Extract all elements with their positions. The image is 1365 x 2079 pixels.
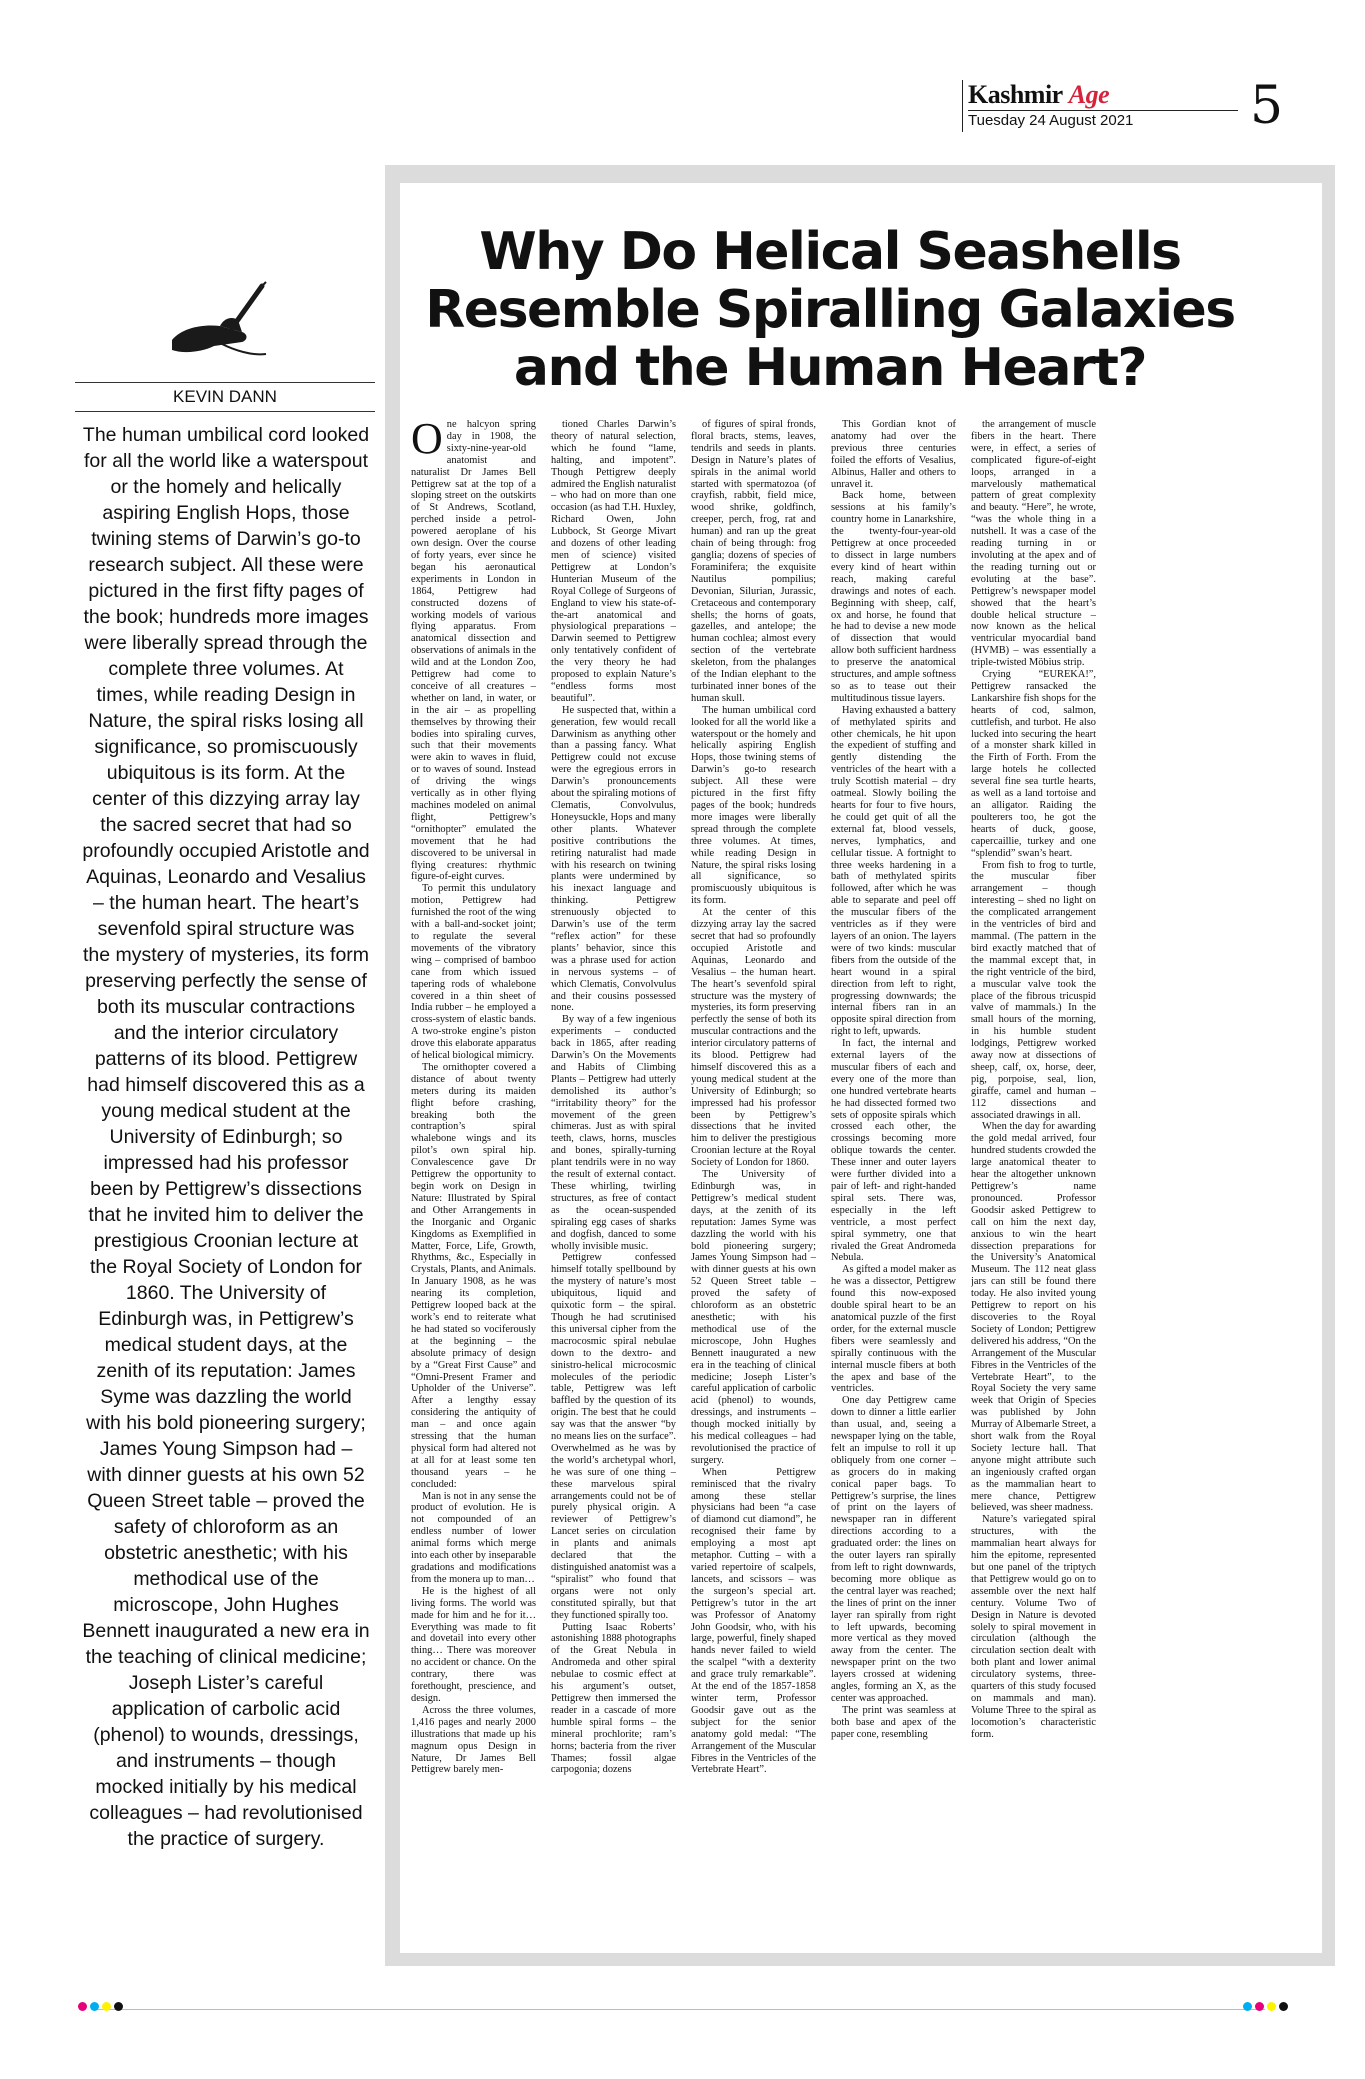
byline-top-rule	[75, 382, 375, 383]
pen-hand-icon	[162, 280, 272, 364]
article-headline: Why Do Helical Seashells Resemble Spiralling Galaxies and the Human Heart?	[425, 222, 1235, 398]
body-paragraph: Man is not in any sense the product of evolution. He is not compounded of an endless number of lower animal forms which merge into each other by inseparable gradations and modifications from the monera up to man…	[411, 1490, 536, 1585]
body-paragraph: At the center of this dizzying array lay the sacred secret that had so profoundly occupied Aristotle and Aquinas, Leonardo and Vesalius – the human heart. The heart’s sevenfold spiral structure was the mystery of mysteries, its form preserving perfectly the sense of both its muscular contractions and the interior circulatory patterns of its blood. Pettigrew had himself discovered this as a young medical student at the University of Edinburgh; so impressed had his professor been by Pettigrew’s dissections that he invited him to deliver the prestigious Croonian lecture at the Royal Society of London for 1860.	[691, 907, 816, 1169]
registration-dot	[90, 2002, 99, 2011]
logo-text-kashmir: Kashmir	[968, 80, 1063, 109]
body-paragraph: Back home, between sessions at his family’s country home in Lanarkshire, the twenty-four-year-old Pettigrew at once proceeded to dissect in large numbers every kind of heart within reach, making careful drawings and notes of each. Beginning with sheep, calf, ox and horse, he found that he had to devise a new mode of dissection that would allow both sufficient hardness to preserve the anatomical structures, and ample softness so as to tease out their multitudinous tissue layers.	[831, 490, 956, 704]
body-paragraph: ne halcyon spring day in 1908, the sixty-nine-year-old anatomist and naturalist Dr James Bell Pettigrew sat at the top of a sloping street on the outskirts of St Andrews, Scotland, perched inside a petrol-powered aeroplane of his own design. Over the course of forty years, ever since he began his aeronautical experiments in London in 1864, Pettigrew had constructed dozens of working models of various flying apparatus. From anatomical dissection and observations of animals in the wild and at the London Zoo, Pettigrew had come to conceive of all creatures – whether on land, in water, or in the air – as propelling themselves by throwing their bodies into spiraling curves, such that their movements were akin to waves in fluid, or to waves of sound. Instead of driving the wings vertically as in other flying machines modeled on animal flight, Pettigrew’s “ornithopter” emulated the movement that he had discovered to be universal in flying creatures: rhythmic figure-of-eight curves.	[411, 419, 536, 883]
body-paragraph: The print was seamless at both base and apex of the paper cone, resembling	[831, 1704, 956, 1740]
body-paragraph: The University of Edinburgh was, in Pettigrew’s medical student days, at the zenith of its reputation: James Syme was dazzling the world with his bold pioneering surgery; James Young Simpson had – with dinner guests at his own 52 Queen Street table – proved the safety of chloroform as an obstetric anesthetic; with his methodical use of the microscope, John Hughes Bennett inaugurated a new era in the teaching of clinical medicine; Joseph Lister’s careful application of carbolic acid (phenol) to wounds, dressings, and instruments – though mocked initially by his medical colleagues – had revolutionised the practice of surgery.	[691, 1169, 816, 1466]
body-paragraph: He is the highest of all living forms. The world was made for him and he for it… Everything was made to fit and dovetail into every other thing… There was moreover no accident or chance. On the contrary, there was forethought, prescience, and design.	[411, 1585, 536, 1704]
registration-dot	[1267, 2002, 1276, 2011]
registration-dot	[114, 2002, 123, 2011]
masthead	[962, 80, 1282, 132]
body-column-3	[691, 419, 816, 1937]
author-byline: KEVIN DANN	[173, 387, 277, 406]
body-paragraph: To permit this undulatory motion, Pettigrew had furnished the root of the wing with a ball-and-socket joint; to regulate the several movements of the vibratory wing – comprised of bamboo cane from which issued tapering rods of whalebone covered in a thin sheet of India rubber – he employed a cross-system of elastic bands. A two-stroke engine’s piston drove this elaborate apparatus of helical biological mimicry.	[411, 883, 536, 1062]
body-paragraph: the arrangement of muscle fibers in the heart. There were, in effect, a series of complicated figure-of-eight loops, arranged in a marvelously mathematical pattern of great complexity and beauty. “Here”, he wrote, “was the whole thing in a nutshell. It was a case of the reading turning in or involuting at the apex and of the reading turning out or evoluting at the base”. Pettigrew’s newspaper model showed that the heart’s double helical structure – now known as the helical ventricular myocardial band (HVMB) – was essentially a triple-twisted Möbius strip.	[971, 419, 1096, 669]
body-column-4	[831, 419, 956, 1937]
body-column-2	[551, 419, 676, 1937]
body-paragraph: One day Pettigrew came down to dinner a little earlier than usual, and, seeing a newspaper lying on the table, felt an impulse to roll it up obliquely from one corner – as grocers do in making conical paper bags. To Pettigrew’s surprise, the lines of print on the layers of newspaper ran in different directions according to a graduated order: the lines on the outer layers ran spirally from left to right downwards, becoming more oblique as the central layer was reached; the lines of print on the inner layer ran spirally from right to left upwards, becoming more vertical as they moved away from the center. The newspaper print on the two layers crossed at widening angles, forming an X, as the center was approached.	[831, 1395, 956, 1704]
masthead-divider	[968, 110, 1238, 111]
body-paragraph: He suspected that, within a generation, few would recall Darwinism as anything other than a passing fancy. What Pettigrew could not excuse were the egregious errors in Darwin’s pronouncements about the spiraling motions of Clematis, Convolvulus, Honeysuckle, Hops and many other plants. Whatever positive contributions the retiring naturalist had made with his research on twining plants were undermined by his inexact language and thinking. Pettigrew strenuously objected to Darwin’s use of the term “reflex action” for these plants’ behavior, since this was a phrase used for action in nervous systems – of which Clematis, Convolvulus and their cousins possessed none.	[551, 704, 676, 1014]
registration-dot	[78, 2002, 87, 2011]
byline-bottom-rule	[75, 411, 375, 412]
registration-dot	[1243, 2002, 1252, 2011]
registration-dot	[102, 2002, 111, 2011]
masthead-rule	[962, 80, 963, 132]
pull-quote: The human umbilical cord looked for all the world like a waterspout or the homely and helically aspiring English Hops, those twining stems of Darwin’s go-to research subject. All these were pictured in the first fifty pages of the book; hundreds more images were liberally spread through the complete three volumes. At times, while reading Design in Nature, the spiral risks losing all significance, so promiscuously ubiquitous is its form. At the center of this dizzying array lay the sacred secret that had so profoundly occupied Aristotle and Aquinas, Leonardo and Vesalius – the human heart. The heart’s sevenfold spiral structure was the mystery of mysteries, its form preserving perfectly the sense of both its muscular contractions and the interior circulatory patterns of its blood. Pettigrew had himself discovered this as a young medical student at the University of Edinburgh; so impressed had his professor been by Pettigrew’s dissections that he invited him to deliver the prestigious Croonian lecture at the Royal Society of London for 1860. The University of Edinburgh was, in Pettigrew’s medical student days, at the zenith of its reputation: James Syme was dazzling the world with his bold pioneering surgery; James Young Simpson had – with dinner guests at his own 52 Queen Street table – proved the safety of chloroform as an obstetric anesthetic; with his methodical use of the microscope, John Hughes Bennett inaugurated a new era in the teaching of clinical medicine; Joseph Lister’s careful application of carbolic acid (phenol) to wounds, dressings, and instruments – though mocked initially by his medical colleagues – had revolutionised the practice of surgery.	[82, 424, 370, 1850]
drop-cap: O	[411, 419, 443, 463]
body-paragraph: The ornithopter covered a distance of about twenty meters during its maiden flight before crashing, breaking both the contraption’s spiral whalebone wings and its pilot’s own spiral hip. Convalescence gave Dr Pettigrew the opportunity to begin work on Design in Nature: Illustrated by Spiral and Other Arrangements in the Inorganic and Organic Kingdoms as Exemplified in Matter, Force, Life, Growth, Rhythms, &c., Especially in Crystals, Plants, and Animals. In January 1908, as he was nearing its completion, Pettigrew looped back at the work’s end to reiterate what he had stated so vociferously at the beginning – the absolute primacy of design by a “Great First Cause” and “Omni-Present Framer and Upholder of the Universe”. After a lengthy essay considering the antiquity of man – and once again stressing that the human physical form had altered not at all for at least some ten thousand years – he concluded:	[411, 1061, 536, 1490]
body-paragraph: tioned Charles Darwin’s theory of natural selection, which he found “lame, halting, and impotent”. Though Pettigrew deeply admired the English naturalist – who had on more than one occasion (as had T.H. Huxley, Richard Owen, John Lubbock, St George Mivart and dozens of other leading men of science) visited Pettigrew at London’s Hunterian Museum of the Royal College of Surgeons of England to view his state-of-the-art anatomical and physiological preparations – Darwin seemed to Pettigrew only tentatively confident of the very theory he had proposed to explain Nature’s “endless forms most beautiful”.	[551, 419, 676, 704]
body-paragraph: When the day for awarding the gold medal arrived, four hundred students crowded the large anatomical theater to hear the altogether unknown Pettigrew’s name pronounced. Professor Goodsir asked Pettigrew to call on him the next day, anxious to win the heart dissection preparations for the University’s Anatomical Museum. The 112 neat glass jars can still be found there today. He also invited young Pettigrew to report on his discoveries to the Royal Society of London; Pettigrew delivered his address, “On the Arrangement of the Muscular Fibres in the Ventricles of the Vertebrate Heart”, to the Royal Society the very same week that Origin of Species was published by John Murray of Albemarle Street, a short walk from the Royal Society lecture hall. That anyone might attribute such an ingeniously crafted organ as the mammalian heart to mere chance, Pettigrew believed, was sheer madness.	[971, 1121, 1096, 1514]
newspaper-logo[interactable]	[968, 80, 1109, 110]
body-paragraph: In fact, the internal and external layers of the muscular fibers of each and every one of the more than one hundred vertebrate hearts he had dissected formed two sets of opposite spirals which crossed each other, the crossings becoming more oblique towards the center. These inner and outer layers were further divided into a pair of left- and right-handed spiral sets. There was, especially in the left ventricle, a most perfect spiral symmetry, one that rivaled the Great Andromeda Nebula.	[831, 1038, 956, 1264]
body-paragraph: This Gordian knot of anatomy had over the previous three centuries foiled the efforts of Vesalius, Albinus, Haller and others to unravel it.	[831, 419, 956, 490]
body-paragraph: Crying “EUREKA!”, Pettigrew ransacked the Lankarshire fish shops for the hearts of cod, salmon, cuttlefish, and turbot. He also lucked into securing the heart of a monster shark killed in the Firth of Forth. From the large hotels he collected several fine sea turtle hearts, as well as a land tortoise and an alligator. Raiding the poulterers too, he got the hearts of duck, goose, capercaillie, turkey and one “splendid” swan’s heart.	[971, 669, 1096, 859]
body-column-5	[971, 419, 1096, 1937]
registration-dot	[1255, 2002, 1264, 2011]
body-paragraph: Across the three volumes, 1,416 pages and nearly 2000 illustrations that made up his magnum opus Design in Nature, Dr James Bell Pettigrew barely men-	[411, 1704, 536, 1776]
issue-date: Tuesday 24 August 2021	[968, 112, 1134, 129]
body-paragraph: Pettigrew confessed himself totally spellbound by the mystery of nature’s most ubiquitous, liquid and quixotic form – the spiral. Though he had scrutinised this universal cipher from the macrocosmic spiral nebulae down to the dextro- and sinistro-helical microcosmic molecules of the periodic table, Pettigrew was left baffled by the question of its origin. The best that he could say was that the answer “by no means lies on the surface”. Overwhelmed as he was by the world’s archetypal whorl, he was sure of one thing – these marvelous spiral arrangements could not be of purely physical origin. A reviewer of Pettigrew’s Lancet series on circulation in plants and animals declared that the distinguished anatomist was a “spiralist” who found that organs were not only constituted spirally, but that they functioned spirally too.	[551, 1252, 676, 1621]
footer-rule	[95, 2009, 1265, 2010]
body-paragraph: of figures of spiral fronds, floral bracts, stems, leaves, tendrils and seeds in plants. Design in Nature’s plates of spirals in the animal world started with spermatozoa (of crayfish, rabbit, field mice, wood shrike, goldfinch, creeper, perch, frog, rat and human) and ran up the great chain of being through: frog ganglia; dozens of species of Foraminifera; the exquisite Nautilus pompilius; Devonian, Silurian, Jurassic, Cretaceous and contemporary shells; the horns of goats, gazelles, and antelope; the human cochlea; almost every section of the vertebrate skeleton, from the phalanges of the Indian elephant to the turbinated inner bones of the human skull.	[691, 419, 816, 704]
body-paragraph: By way of a few ingenious experiments – conducted back in 1865, after reading Darwin’s On the Movements and Habits of Climbing Plants – Pettigrew had utterly demolished its author’s “irritability theory” for the movement of the green chimeras. Just as with spiral teeth, claws, horns, muscles and bones, spirally-turning plant tendrils were in no way the result of external contact. These whirling, twirling structures, as free of contact as the ocean-suspended spiraling egg cases of sharks and dogfish, danced to some wholly invisible music.	[551, 1014, 676, 1252]
body-paragraph: When Pettigrew reminisced that the rivalry among these stellar physicians had been “a case of diamond cut diamond”, he recognised their fame by employing a most apt metaphor. Cutting – with a varied repertoire of scalpels, lancets, and scissors – was the surgeon’s special art. Pettigrew’s tutor in the art was Professor of Anatomy John Goodsir, who, with his large, powerful, finely shaped hands never failed to wield the scalpel “with a dexterity and grace truly remarkable”. At the end of the 1857-1858 winter term, Professor Goodsir gave out as the subject for the senior anatomy gold medal: “The Arrangement of the Muscular Fibres in the Ventricles of the Vertebrate Heart”.	[691, 1466, 816, 1776]
body-paragraph: Having exhausted a battery of methylated spirits and other chemicals, he hit upon the expedient of stuffing and gently distending the ventricles of the heart with a truly Scottish material – dry oatmeal. Slowly boiling the hearts for four to five hours, he could get quit of all the external fat, blood vessels, nerves, lymphatics, and cellular tissue. A fortnight to three weeks hardening in a bath of methylated spirits followed, after which he was able to separate and peel off the muscular fibers of the ventricles as if they were layers of an onion. The layers were of two kinds: muscular fibers from the outside of the heart wound in a spiral direction from left to right, progressing downwards; the internal fibers ran in an opposite spiral direction from right to left, upwards.	[831, 704, 956, 1038]
body-paragraph: Putting Isaac Roberts’ astonishing 1888 photographs of the Great Nebula in Andromeda and other spiral nebulae to cosmic effect at his argument’s outset, Pettigrew then immersed the reader in a cascade of more humble spiral forms – the mineral prochlorite; ram’s horns; bacteria from the river Thames; fossil algae carpogonia; dozens	[551, 1621, 676, 1776]
body-column-1	[411, 419, 536, 1937]
body-paragraph: Nature’s variegated spiral structures, with the mammalian heart always for him the epitome, represented but one panel of the triptych that Pettigrew would go on to assemble over the next half century. Volume Two of Design in Nature is devoted solely to spiral movement in circulation (although the circulation section dealt with both plant and lower animal circulatory systems, three-quarters of this study focused on mammals and man). Volume Three to the spiral as locomotion’s characteristic form.	[971, 1514, 1096, 1740]
registration-dot	[1279, 2002, 1288, 2011]
body-paragraph: From fish to frog to turtle, the muscular fiber arrangement – though interesting – shed no light on the complicated arrangement in the ventricles of bird and mammal. (The pattern in the bird exactly matched that of the mammal except that, in the right ventricle of the bird, a muscular valve took the place of the fibrous tricuspid valve of mammals.) In the small hours of the morning, in his humble student lodgings, Pettigrew worked away now at dissections of sheep, calf, ox, horse, deer, pig, porpoise, seal, lion, giraffe, camel and human – 112 dissections and associated drawings in all.	[971, 859, 1096, 1121]
logo-text-age: Age	[1068, 80, 1110, 109]
body-paragraph: As gifted a model maker as he was a dissector, Pettigrew found this now-exposed double spiral heart to be an anatomical puzzle of the first order, for the external muscle fibers were seamlessly and spirally continuous with the internal muscle fibers at both the apex and base of the ventricles.	[831, 1264, 956, 1395]
body-paragraph: The human umbilical cord looked for all the world like a waterspout or the homely and helically aspiring English Hops, those twining stems of Darwin’s go-to research subject. All these were pictured in the first fifty pages of the book; hundreds more images were liberally spread through the complete three volumes. At times, while reading Design in Nature, the spiral risks losing all significance, so promiscuously ubiquitous is its form.	[691, 704, 816, 907]
page-number: 5	[1250, 76, 1284, 136]
